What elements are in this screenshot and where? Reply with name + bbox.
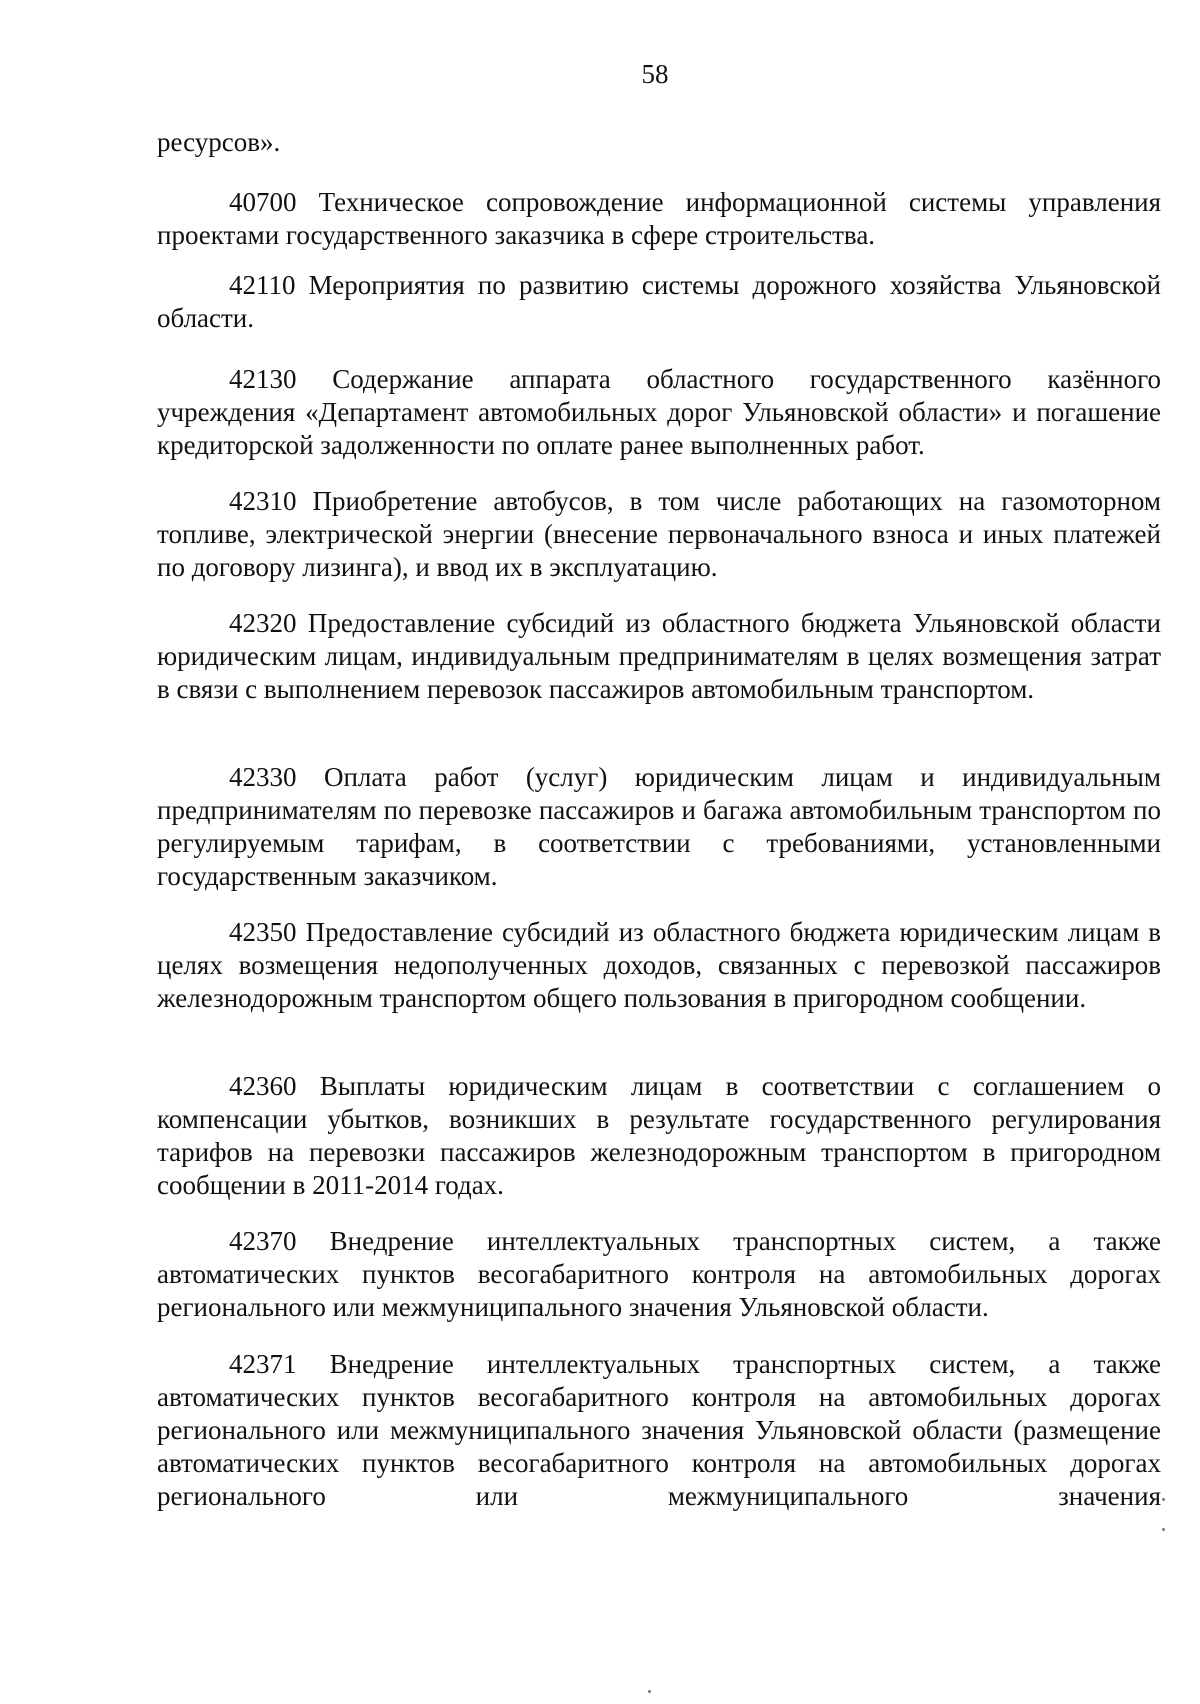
- paragraph-42130: [157, 363, 1161, 462]
- item-text: Приобретение автобусов, в том числе работающих на газомоторном топливе, электрической энергии (внесение первоначального взноса и иных платежей по договору лизинга), и ввод их в эксплуатацию.: [157, 486, 1161, 582]
- paragraph-42370: [157, 1225, 1161, 1324]
- paragraph-42310: [157, 485, 1161, 584]
- item-code: 42320: [229, 608, 297, 638]
- paragraph-42360: [157, 1070, 1161, 1202]
- item-code: 42110: [229, 270, 296, 300]
- scan-speck: [648, 1690, 651, 1693]
- scan-speck: [1162, 1498, 1165, 1501]
- item-code: 42310: [229, 486, 297, 516]
- item-code: 42130: [229, 364, 297, 394]
- paragraph-42320: [157, 607, 1161, 706]
- item-text: Мероприятия по развитию системы дорожного хозяйства Ульяновской области.: [157, 270, 1162, 333]
- page-number: 58: [641, 59, 669, 89]
- paragraph-42110: [157, 269, 1161, 335]
- item-code: 42360: [229, 1071, 297, 1101]
- item-code: 40700: [229, 187, 297, 217]
- item-text: Оплата работ (услуг) юридическим лицам и индивидуальным предпринимателям по перевозке пассажиров и багажа автомобильным транспортом по регулируемым тарифам, в соответствии с требованиями, установленными государственным заказчиком.: [157, 762, 1162, 891]
- paragraph-40700: [157, 186, 1161, 252]
- item-text: Техническое сопровождение информационной системы управления проектами государственного заказчика в сфере строительства.: [157, 187, 1162, 250]
- item-text: Выплаты юридическим лицам в соответствии с соглашением о компенсации убытков, возникших в результате государственного регулирования тарифов на перевозки пассажиров железнодорожным транспортом в пригородном сообщении в 2011-2014 годах.: [157, 1071, 1162, 1200]
- item-text: Содержание аппарата областного государственного казённого учреждения «Департамент автомобильных дорог Ульяновской области» и погашение кредиторской задолженности по оплате ранее выполненных работ.: [157, 364, 1161, 460]
- paragraph-42371: [157, 1348, 1161, 1513]
- continuation-text: ресурсов».: [157, 127, 281, 157]
- item-code: 42350: [229, 917, 297, 947]
- item-text: Предоставление субсидий из областного бюджета Ульяновской области юридическим лицам, индивидуальным предпринимателям в целях возмещения затрат в связи с выполнением перевозок пассажиров автомобильным транспортом.: [157, 608, 1162, 704]
- item-code: 42371: [229, 1349, 297, 1379]
- item-text: Внедрение интеллектуальных транспортных систем, а также автоматических пунктов весогабаритного контроля на автомобильных дорогах регионального или межмуниципального значения Ульяновской области (размещение автоматических пунктов весогабаритного контроля на автомобильных дорогах регионального или межмуниципального значения: [157, 1349, 1162, 1511]
- item-text: Предоставление субсидий из областного бюджета юридическим лицам в целях возмещения недополученных доходов, связанных с перевозкой пассажиров железнодорожным транспортом общего пользования в пригородном сообщении.: [157, 917, 1161, 1013]
- paragraph-42350: [157, 916, 1161, 1015]
- paragraph-42330: [157, 761, 1161, 893]
- scan-speck: [1162, 1528, 1165, 1531]
- item-code: 42370: [229, 1226, 297, 1256]
- item-code: 42330: [229, 762, 297, 792]
- item-text: Внедрение интеллектуальных транспортных систем, а также автоматических пунктов весогабаритного контроля на автомобильных дорогах регионального или межмуниципального значения Ульяновской области.: [157, 1226, 1162, 1322]
